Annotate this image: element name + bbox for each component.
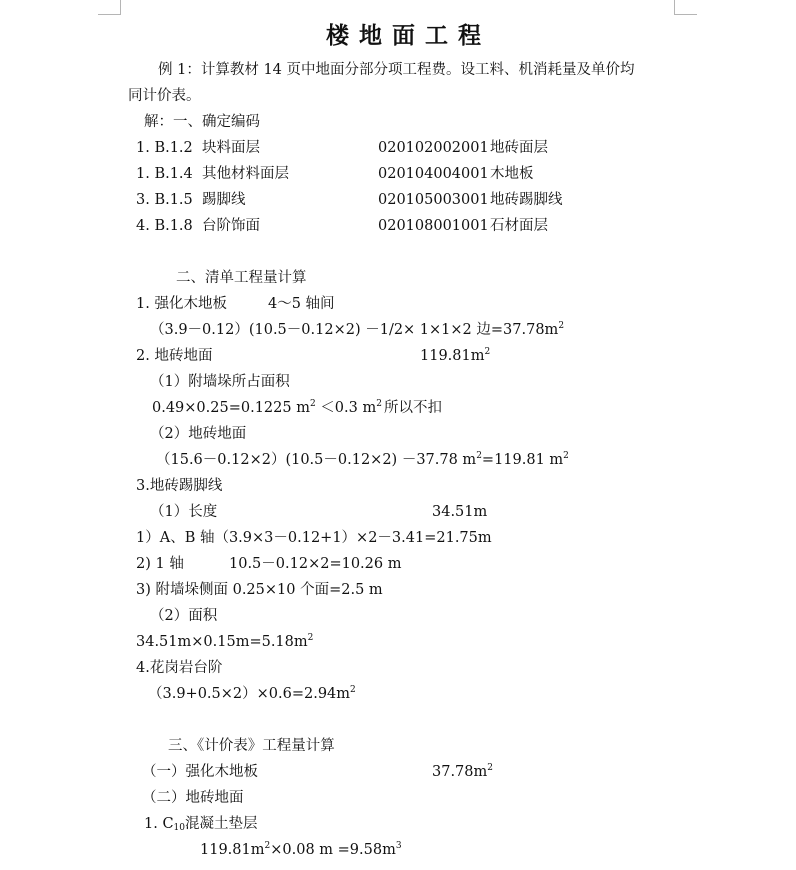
- item3-line3: 3) 附墙垛侧面 0.25×10 个面=2.5 m: [136, 582, 383, 598]
- item3-sub1: （1）长度: [150, 504, 218, 520]
- code-row-num: 1. B.1.4: [136, 166, 193, 182]
- code-row-num: 1. B.1.2: [136, 140, 193, 156]
- code-row-name: 踢脚线: [202, 192, 246, 208]
- s3-sub1-formula: $119.81m^2\times 0.08$ $m =9.58m^3$: [200, 841, 402, 858]
- item3-line2-formula: 10.5－0.12×2=10.26 m: [229, 556, 402, 572]
- code-row-desc: 木地板: [490, 166, 534, 182]
- document-title: 楼地面工程: [326, 22, 491, 49]
- page-corner-mark-left: [98, 0, 121, 15]
- code-row-desc: 石材面层: [490, 218, 548, 234]
- item3-area: $34.51m\times 0.15m=5.18m^2$: [136, 633, 314, 650]
- code-row-desc: 地砖踢脚线: [490, 192, 563, 208]
- item1-formula: （3.9－0.12）(10.5－0.12×2) －1/2× 1×1×2 边$=37.78m^2$: [150, 321, 565, 338]
- item3-line2-label: 2) 1 轴: [136, 556, 184, 572]
- item1-label: 1. 强化木地板: [136, 296, 227, 312]
- item2-sub1: （1）附墙垛所占面积: [150, 374, 290, 390]
- s3-sub1-label: 1. $C_{10}$混凝土垫层: [144, 816, 258, 833]
- code-row-desc: 地砖面层: [490, 140, 548, 156]
- answer-intro: 解：一、确定编码: [144, 114, 260, 130]
- code-row-num: 3. B.1.5: [136, 192, 193, 208]
- item2-value: $119.81m^2$: [420, 347, 491, 364]
- s3-item1-label: （一）强化木地板: [142, 764, 258, 780]
- item1-axis: 4～5 轴间: [268, 296, 335, 312]
- item2-sub2: （2）地砖地面: [150, 426, 247, 442]
- code-row-name: 块料面层: [202, 140, 260, 156]
- item4-label: 4.花岗岩台阶: [136, 660, 223, 676]
- s3-item2-label: （二）地砖地面: [142, 790, 244, 806]
- section2-heading: 二、清单工程量计算: [176, 270, 307, 286]
- item3-label: 3.地砖踢脚线: [136, 478, 223, 494]
- example-text-line1: 例 1：计算教材 14 页中地面分部分项工程费。设工料、机消耗量及单价均: [158, 62, 635, 78]
- item3-length: 34.51m: [432, 504, 488, 520]
- section3-heading: 三、《计价表》工程量计算: [168, 738, 335, 754]
- code-row-code: 020105003001: [378, 192, 489, 208]
- page-corner-mark-right: [674, 0, 697, 15]
- code-row-code: 020108001001: [378, 218, 489, 234]
- code-row-name: 台阶饰面: [202, 218, 260, 234]
- item3-sub2: （2）面积: [150, 608, 218, 624]
- code-row-code: 020104004001: [378, 166, 489, 182]
- example-text-line2: 同计价表。: [128, 88, 201, 104]
- code-row-code: 020102002001: [378, 140, 489, 156]
- item2-label: 2. 地砖地面: [136, 348, 213, 364]
- item2-calc1: 0.49×0.25=0.1225 $m^2 <0.3$ $m^2$: [152, 399, 382, 416]
- code-row-name: 其他材料面层: [202, 166, 289, 182]
- item2-calc2: （15.6－0.12×2）(10.5－0.12×2) －37.78 $m^2=119.81$ $m^2$: [156, 451, 569, 468]
- item3-line1: 1）A、B 轴（3.9×3－0.12+1）×2－3.41=21.75m: [136, 530, 492, 546]
- item4-formula: $(3.9+0.5\times 2)\times 0.6=2.94m^2$: [148, 685, 356, 702]
- item2-calc1-note: 所以不扣: [384, 400, 442, 416]
- code-row-num: 4. B.1.8: [136, 218, 193, 234]
- s3-item1-value: $37.78m^2$: [432, 763, 493, 780]
